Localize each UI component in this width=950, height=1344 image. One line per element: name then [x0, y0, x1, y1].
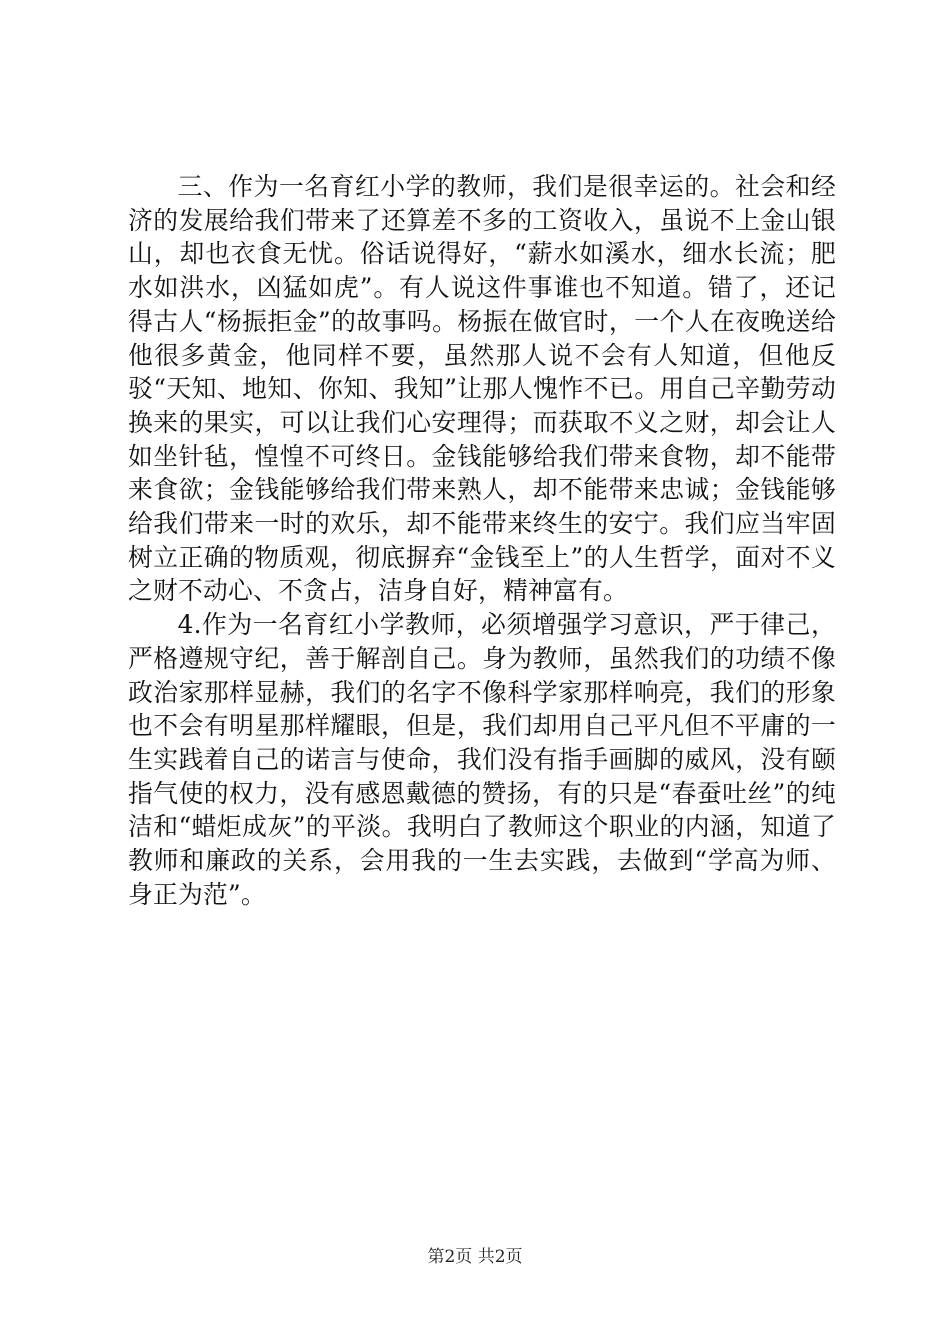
- document-body: [128, 170, 836, 911]
- page-number-footer: 第2页 共2页: [427, 1247, 523, 1267]
- paragraph-section-four: 4.作为一名育红小学教师，必须增强学习意识，严于律己，严格遵规守纪，善于解剖自己。身为教师，虽然我们的功绩不像政治家那样显赫，我们的名字不像科学家那样响亮，我们的形象也不会有明星那样耀眼，但是，我们却用自己平凡但不平庸的一生实践着自己的诺言与使命，我们没有指手画脚的威风，没有颐指气使的权力，没有感恩戴德的赞扬，有的只是“春蚕吐丝”的纯洁和“蜡炬成灰”的平淡。我明白了教师这个职业的内涵，知道了教师和廉政的关系，会用我的一生去实践，去做到“学高为师、身正为范”。: [128, 610, 836, 909]
- paragraph-section-three: 三、作为一名育红小学的教师，我们是很幸运的。社会和经济的发展给我们带来了还算差不多的工资收入，虽说不上金山银山，却也衣食无忧。俗话说得好，“薪水如溪水，细水长流；肥水如洪水，凶猛如虎”。有人说这件事谁也不知道。错了，还记得古人“杨振拒金”的故事吗。杨振在做官时，一个人在夜晚送给他很多黄金，他同样不要，虽然那人说不会有人知道，但他反驳“天知、地知、你知、我知”让那人愧怍不已。用自己辛勤劳动换来的果实，可以让我们心安理得；而获取不义之财，却会让人如坐针毡，惶惶不可终日。金钱能够给我们带来食物，却不能带来食欲；金钱能够给我们带来熟人，却不能带来忠诚；金钱能够给我们带来一时的欢乐，却不能带来终生的安宁。我们应当牢固树立正确的物质观，彻底摒弃“金钱至上”的人生哲学，面对不义之财不动心、不贪占，洁身自好，精神富有。: [128, 172, 836, 606]
